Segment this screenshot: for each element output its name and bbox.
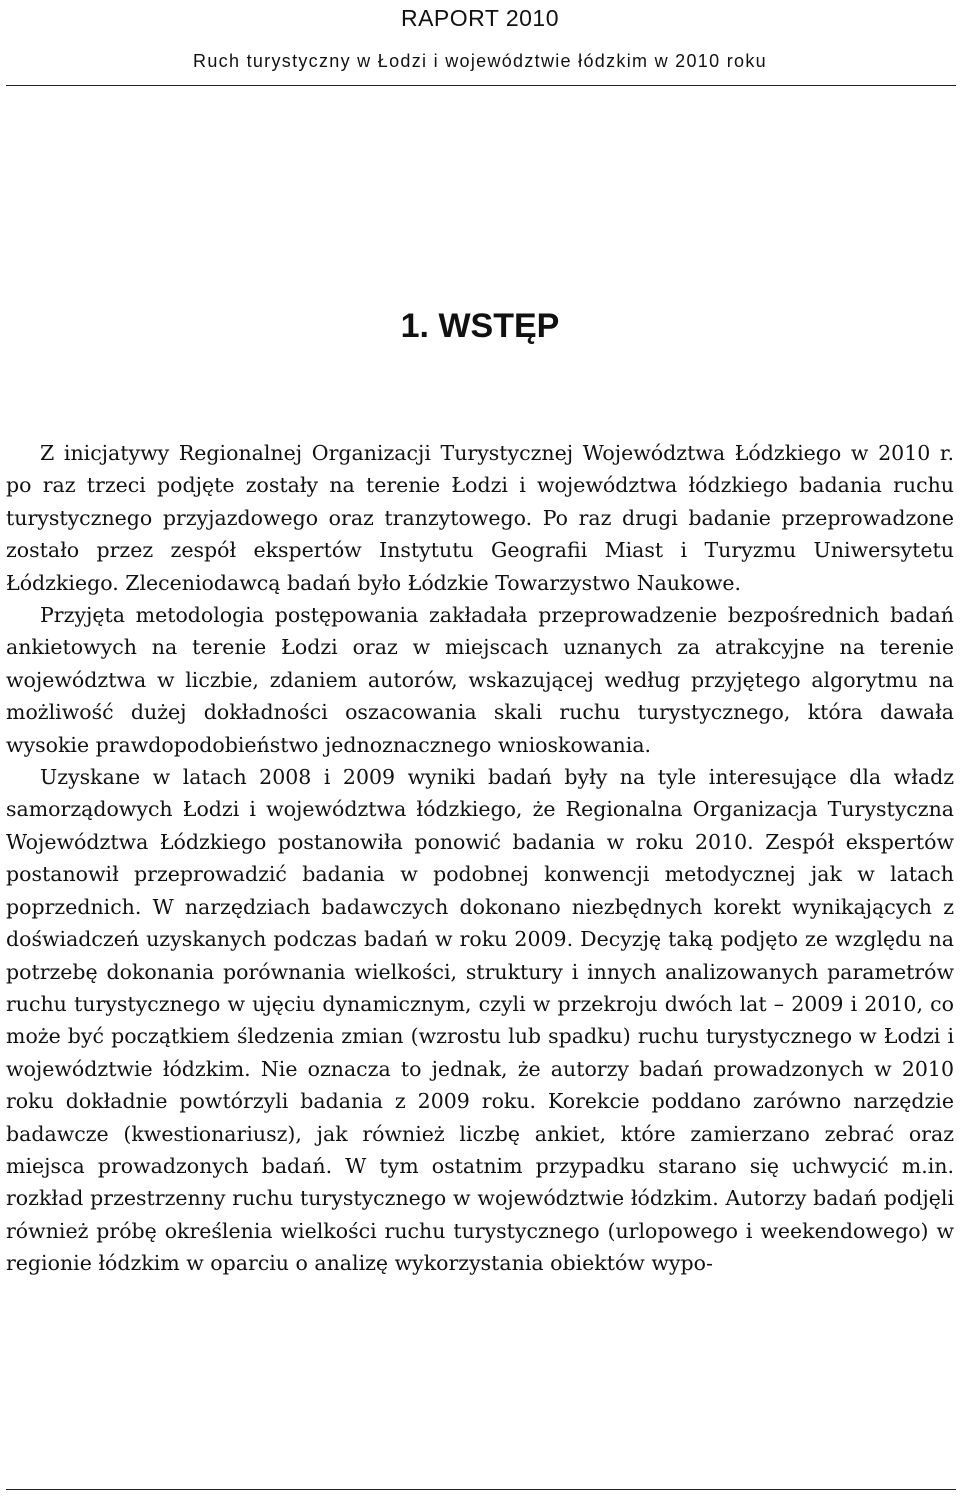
footer-divider <box>6 1489 956 1490</box>
paragraph-methodology: Przyjęta metodologia postępowania zakładała przeprowadzenie bezpośrednich badań ankietowych na terenie Łodzi oraz w miejscach uznanych za atrakcyjne na terenie województwa w liczbie, zdaniem autorów, wskazującej według przyjętego algorytmu na możliwość dużej dokładności oszacowania skali ruchu turystycznego, która dawała wysokie prawdopodobieństwo jednoznacznego wnioskowania. <box>6 603 954 757</box>
report-subtitle: Ruch turystyczny w Łodzi i województwie łódzkim w 2010 roku <box>193 51 767 71</box>
section-heading: 1. WSTĘP <box>400 307 560 345</box>
report-title: RAPORT 2010 <box>400 5 560 31</box>
paragraph-intro: Z inicjatywy Regionalnej Organizacji Turystycznej Województwa Łódzkiego w 2010 r. po raz trzeci podjęte zostały na terenie Łodzi i województwa łódzkiego badania ruchu turystycznego przyjazdowego oraz tranzytowego. Po raz drugi badanie przeprowadzone zostało przez zespół ekspertów Instytutu Geografii Miast i Turyzmu Uniwersytetu Łódzkiego. Zleceniodawcą badań było Łódzkie Towarzystwo Naukowe. <box>6 441 954 595</box>
paragraph-results: Uzyskane w latach 2008 i 2009 wyniki badań były na tyle interesujące dla władz samorządowych Łodzi i województwa łódzkiego, że Regionalna Organizacja Turystyczna Województwa Łódzkiego postanowiła ponowić badania w roku 2010. Zespół ekspertów postanowił przeprowadzić badania w podobnej konwencji metodycznej jak w latach poprzednich. W narzędziach badawczych dokonano niezbędnych korekt wynikających z doświadczeń uzyskanych podczas badań w roku 2009. Decyzję taką podjęto ze względu na potrzebę dokonania porównania wielkości, struktury i innych analizowanych parametrów ruchu turystycznego w ujęciu dynamicznym, czyli w przekroju dwóch lat – 2009 i 2010, co może być początkiem śledzenia zmian (wzrostu lub spadku) ruchu turystycznego w Łodzi i województwie łódzkim. Nie oznacza to jednak, że autorzy badań prowadzonych w 2010 roku dokładnie powtórzyli badania z 2009 roku. Korekcie poddano zarówno narzędzie badawcze (kwestionariusz), jak również liczbę ankiet, które zamierzano zebrać oraz miejsca prowadzonych badań. W tym ostatnim przypadku starano się uchwycić m.in. rozkład przestrzenny ruchu turystycznego w województwie łódzkim. Autorzy badań podjęli również próbę określenia wielkości ruchu turystycznego (urlopowego i weekendowego) w regionie łódzkim w oparciu o analizę wykorzystania obiektów wypo- <box>6 765 954 1276</box>
body-text <box>6 437 954 1280</box>
header-divider <box>6 85 956 86</box>
